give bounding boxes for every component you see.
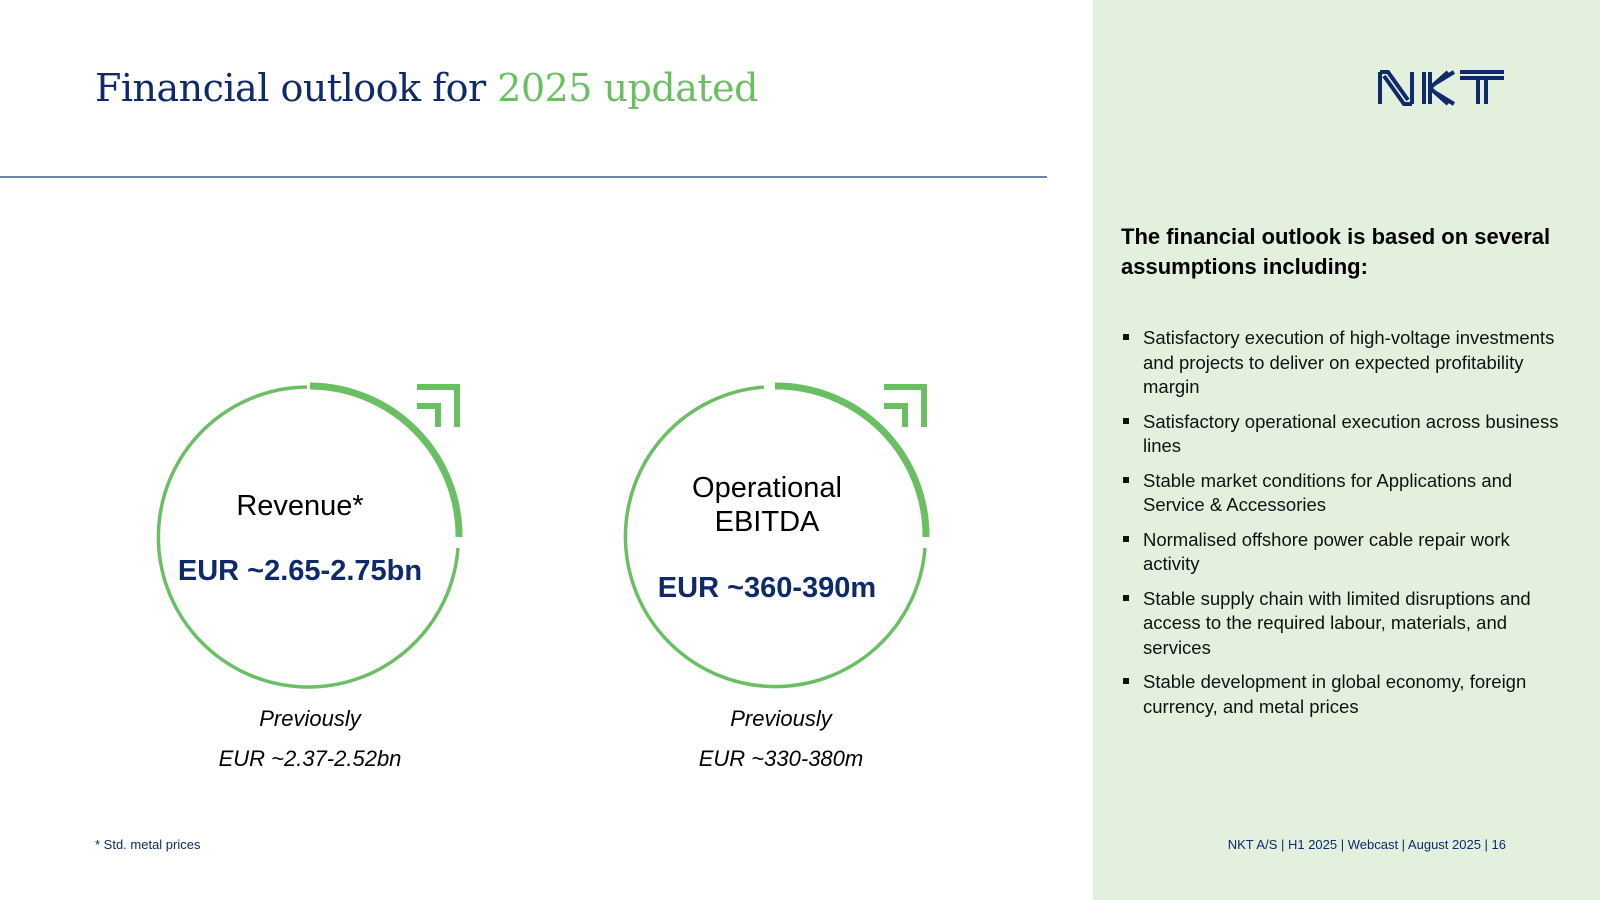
title-accent: 2025 updated [497, 66, 758, 110]
assumptions-list [1121, 326, 1566, 729]
ebitda-value: EUR ~360-390m [657, 572, 877, 604]
slide-title [95, 66, 758, 110]
title-main: Financial outlook for [95, 66, 498, 110]
arrow-up-right-icon [417, 387, 457, 427]
revenue-label: Revenue* [236, 490, 364, 522]
revenue-ring [160, 383, 480, 703]
nkt-logo [1378, 70, 1506, 106]
revenue-value: EUR ~2.65-2.75bn [177, 555, 423, 587]
ebitda-previous-label: Previously [730, 706, 832, 731]
assumption-item: Stable development in global economy, foreign currency, and metal prices [1121, 670, 1566, 719]
revenue-previous-label: Previously [259, 706, 361, 731]
panel-heading: The financial outlook is based on several assumptions including: [1121, 224, 1551, 279]
assumption-item: Satisfactory execution of high-voltage investments and projects to deliver on expected profitability margin [1121, 326, 1566, 400]
ebitda-label-line1: Operational [692, 472, 842, 504]
ebitda-previous-value: EUR ~330-380m [698, 746, 864, 771]
ebitda-ring [627, 383, 947, 703]
footnote: * Std. metal prices [95, 837, 201, 852]
arrow-up-right-icon [884, 387, 924, 427]
assumption-item: Stable supply chain with limited disruptions and access to the required labour, materials, and services [1121, 587, 1566, 661]
assumption-item: Normalised offshore power cable repair work activity [1121, 528, 1566, 577]
assumption-item: Satisfactory operational execution across business lines [1121, 410, 1566, 459]
assumption-item: Stable market conditions for Applications and Service & Accessories [1121, 469, 1566, 518]
revenue-metric [160, 383, 480, 703]
ebitda-label [627, 471, 907, 539]
ebitda-label-line2: EBITDA [714, 506, 820, 538]
footer-info: NKT A/S | H1 2025 | Webcast | August 2025 | 16 [1227, 837, 1506, 852]
title-divider [0, 176, 1047, 178]
ebitda-metric [627, 383, 947, 703]
revenue-previous-value: EUR ~2.37-2.52bn [218, 746, 402, 771]
